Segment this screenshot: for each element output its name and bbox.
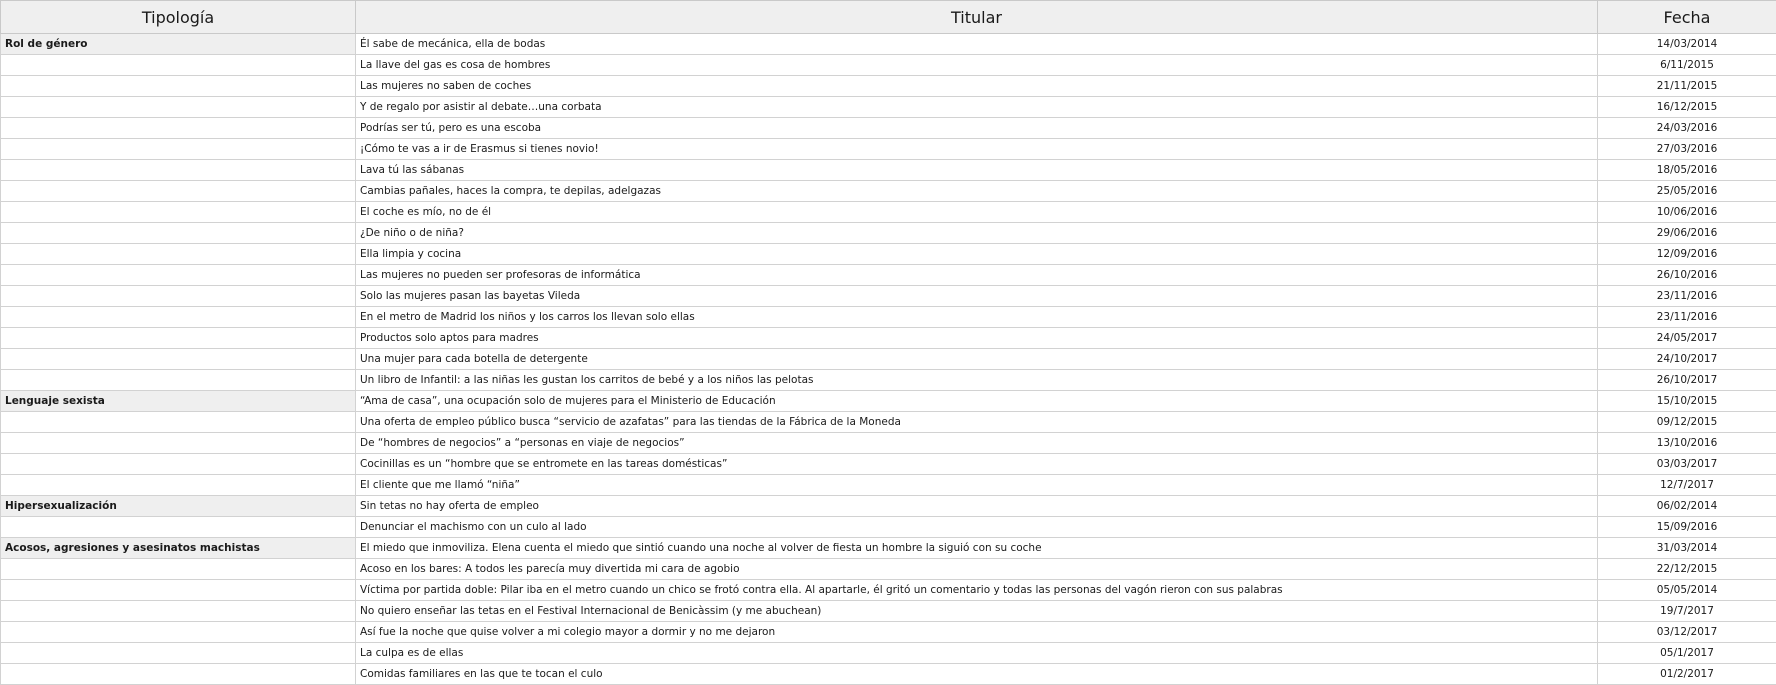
table-row bbox=[1, 307, 1776, 328]
cell-fecha: 15/09/2016 bbox=[1598, 517, 1776, 538]
cell-fecha: 06/02/2014 bbox=[1598, 496, 1776, 517]
cell-tipologia bbox=[1, 328, 356, 349]
cell-titular: Acoso en los bares: A todos les parecía muy divertida mi cara de agobio bbox=[356, 559, 1598, 580]
cell-fecha: 12/7/2017 bbox=[1598, 475, 1776, 496]
cell-fecha: 12/09/2016 bbox=[1598, 244, 1776, 265]
cell-fecha: 14/03/2014 bbox=[1598, 34, 1776, 55]
header-titular: Titular bbox=[356, 1, 1598, 34]
cell-tipologia bbox=[1, 559, 356, 580]
cell-fecha: 26/10/2017 bbox=[1598, 370, 1776, 391]
cell-fecha: 29/06/2016 bbox=[1598, 223, 1776, 244]
cell-titular: En el metro de Madrid los niños y los carros los llevan solo ellas bbox=[356, 307, 1598, 328]
cell-titular: La culpa es de ellas bbox=[356, 643, 1598, 664]
cell-fecha: 03/03/2017 bbox=[1598, 454, 1776, 475]
cell-fecha: 19/7/2017 bbox=[1598, 601, 1776, 622]
cell-tipologia: Acosos, agresiones y asesinatos machistas bbox=[1, 538, 356, 559]
cell-fecha: 24/05/2017 bbox=[1598, 328, 1776, 349]
cell-fecha: 25/05/2016 bbox=[1598, 181, 1776, 202]
cell-fecha: 6/11/2015 bbox=[1598, 55, 1776, 76]
table-row bbox=[1, 643, 1776, 664]
cell-fecha: 05/1/2017 bbox=[1598, 643, 1776, 664]
cell-fecha: 21/11/2015 bbox=[1598, 76, 1776, 97]
cell-titular: El miedo que inmoviliza. Elena cuenta el miedo que sintió cuando una noche al volver de fiesta un hombre la siguió con su coche bbox=[356, 538, 1598, 559]
cell-titular: No quiero enseñar las tetas en el Festival Internacional de Benicàssim (y me abuchean) bbox=[356, 601, 1598, 622]
cell-titular: Cambias pañales, haces la compra, te depilas, adelgazas bbox=[356, 181, 1598, 202]
cell-fecha: 26/10/2016 bbox=[1598, 265, 1776, 286]
cell-titular: Y de regalo por asistir al debate…una corbata bbox=[356, 97, 1598, 118]
table-row bbox=[1, 139, 1776, 160]
table-row bbox=[1, 202, 1776, 223]
cell-titular: Cocinillas es un “hombre que se entromete en las tareas domésticas” bbox=[356, 454, 1598, 475]
cell-titular: Las mujeres no saben de coches bbox=[356, 76, 1598, 97]
cell-titular: Víctima por partida doble: Pilar iba en el metro cuando un chico se frotó contra ella. Al apartarle, él gritó un comentario y todas las personas del vagón rieron con sus palabras bbox=[356, 580, 1598, 601]
table-row bbox=[1, 622, 1776, 643]
table-row bbox=[1, 181, 1776, 202]
cell-titular: Podrías ser tú, pero es una escoba bbox=[356, 118, 1598, 139]
table-row bbox=[1, 412, 1776, 433]
cell-tipologia bbox=[1, 370, 356, 391]
cell-titular: Comidas familiares en las que te tocan el culo bbox=[356, 664, 1598, 685]
cell-tipologia bbox=[1, 265, 356, 286]
table-row bbox=[1, 454, 1776, 475]
cell-titular: El cliente que me llamó “niña” bbox=[356, 475, 1598, 496]
cell-fecha: 10/06/2016 bbox=[1598, 202, 1776, 223]
cell-titular: De “hombres de negocios” a “personas en viaje de negocios” bbox=[356, 433, 1598, 454]
cell-tipologia bbox=[1, 517, 356, 538]
cell-titular: Lava tú las sábanas bbox=[356, 160, 1598, 181]
cell-tipologia bbox=[1, 139, 356, 160]
table-row bbox=[1, 391, 1776, 412]
cell-tipologia bbox=[1, 601, 356, 622]
cell-tipologia bbox=[1, 55, 356, 76]
cell-tipologia bbox=[1, 76, 356, 97]
cell-tipologia bbox=[1, 433, 356, 454]
cell-titular: Solo las mujeres pasan las bayetas Vileda bbox=[356, 286, 1598, 307]
cell-tipologia bbox=[1, 622, 356, 643]
cell-fecha: 15/10/2015 bbox=[1598, 391, 1776, 412]
table-row bbox=[1, 34, 1776, 55]
cell-titular: Así fue la noche que quise volver a mi colegio mayor a dormir y no me dejaron bbox=[356, 622, 1598, 643]
cell-fecha: 16/12/2015 bbox=[1598, 97, 1776, 118]
cell-titular: Él sabe de mecánica, ella de bodas bbox=[356, 34, 1598, 55]
cell-tipologia bbox=[1, 454, 356, 475]
table-row bbox=[1, 370, 1776, 391]
cell-tipologia bbox=[1, 118, 356, 139]
cell-titular: Una mujer para cada botella de detergente bbox=[356, 349, 1598, 370]
table-row bbox=[1, 433, 1776, 454]
cell-tipologia bbox=[1, 223, 356, 244]
table-row bbox=[1, 55, 1776, 76]
table-body bbox=[1, 34, 1776, 685]
cell-fecha: 24/10/2017 bbox=[1598, 349, 1776, 370]
header-tipologia: Tipología bbox=[1, 1, 356, 34]
cell-titular: ¡Cómo te vas a ir de Erasmus si tienes novio! bbox=[356, 139, 1598, 160]
table-row bbox=[1, 538, 1776, 559]
cell-fecha: 03/12/2017 bbox=[1598, 622, 1776, 643]
cell-tipologia bbox=[1, 160, 356, 181]
cell-tipologia bbox=[1, 286, 356, 307]
table-row bbox=[1, 664, 1776, 685]
cell-tipologia: Hipersexualización bbox=[1, 496, 356, 517]
cell-titular: Sin tetas no hay oferta de empleo bbox=[356, 496, 1598, 517]
table-row bbox=[1, 118, 1776, 139]
cell-titular: ¿De niño o de niña? bbox=[356, 223, 1598, 244]
cell-fecha: 18/05/2016 bbox=[1598, 160, 1776, 181]
cell-fecha: 23/11/2016 bbox=[1598, 286, 1776, 307]
cell-titular: Ella limpia y cocina bbox=[356, 244, 1598, 265]
cell-fecha: 27/03/2016 bbox=[1598, 139, 1776, 160]
cell-fecha: 13/10/2016 bbox=[1598, 433, 1776, 454]
table-row bbox=[1, 160, 1776, 181]
table-row bbox=[1, 349, 1776, 370]
cell-tipologia bbox=[1, 307, 356, 328]
table-row bbox=[1, 97, 1776, 118]
cell-titular: La llave del gas es cosa de hombres bbox=[356, 55, 1598, 76]
cell-tipologia: Rol de género bbox=[1, 34, 356, 55]
cell-tipologia bbox=[1, 643, 356, 664]
cell-tipologia: Lenguaje sexista bbox=[1, 391, 356, 412]
table-row bbox=[1, 328, 1776, 349]
cell-titular: Un libro de Infantil: a las niñas les gustan los carritos de bebé y a los niños las pelotas bbox=[356, 370, 1598, 391]
table-row bbox=[1, 223, 1776, 244]
table-row bbox=[1, 244, 1776, 265]
cell-titular: “Ama de casa”, una ocupación solo de mujeres para el Ministerio de Educación bbox=[356, 391, 1598, 412]
table-row bbox=[1, 475, 1776, 496]
table-row bbox=[1, 580, 1776, 601]
table-row bbox=[1, 286, 1776, 307]
header-row bbox=[1, 1, 1776, 34]
cell-tipologia bbox=[1, 181, 356, 202]
cell-fecha: 05/05/2014 bbox=[1598, 580, 1776, 601]
cell-tipologia bbox=[1, 412, 356, 433]
table-row bbox=[1, 517, 1776, 538]
cell-tipologia bbox=[1, 349, 356, 370]
cell-titular: Productos solo aptos para madres bbox=[356, 328, 1598, 349]
header-fecha: Fecha bbox=[1598, 1, 1776, 34]
table-row bbox=[1, 601, 1776, 622]
cell-fecha: 01/2/2017 bbox=[1598, 664, 1776, 685]
cell-fecha: 23/11/2016 bbox=[1598, 307, 1776, 328]
table-row bbox=[1, 559, 1776, 580]
table-row bbox=[1, 265, 1776, 286]
cell-tipologia bbox=[1, 580, 356, 601]
cell-titular: El coche es mío, no de él bbox=[356, 202, 1598, 223]
cell-fecha: 24/03/2016 bbox=[1598, 118, 1776, 139]
table-row bbox=[1, 76, 1776, 97]
cell-titular: Una oferta de empleo público busca “servicio de azafatas” para las tiendas de la Fábrica de la Moneda bbox=[356, 412, 1598, 433]
cell-tipologia bbox=[1, 244, 356, 265]
cell-fecha: 09/12/2015 bbox=[1598, 412, 1776, 433]
cell-tipologia bbox=[1, 475, 356, 496]
cell-fecha: 22/12/2015 bbox=[1598, 559, 1776, 580]
cell-tipologia bbox=[1, 97, 356, 118]
cell-titular: Las mujeres no pueden ser profesoras de informática bbox=[356, 265, 1598, 286]
cell-titular: Denunciar el machismo con un culo al lado bbox=[356, 517, 1598, 538]
cell-fecha: 31/03/2014 bbox=[1598, 538, 1776, 559]
cell-tipologia bbox=[1, 664, 356, 685]
cell-tipologia bbox=[1, 202, 356, 223]
table-row bbox=[1, 496, 1776, 517]
